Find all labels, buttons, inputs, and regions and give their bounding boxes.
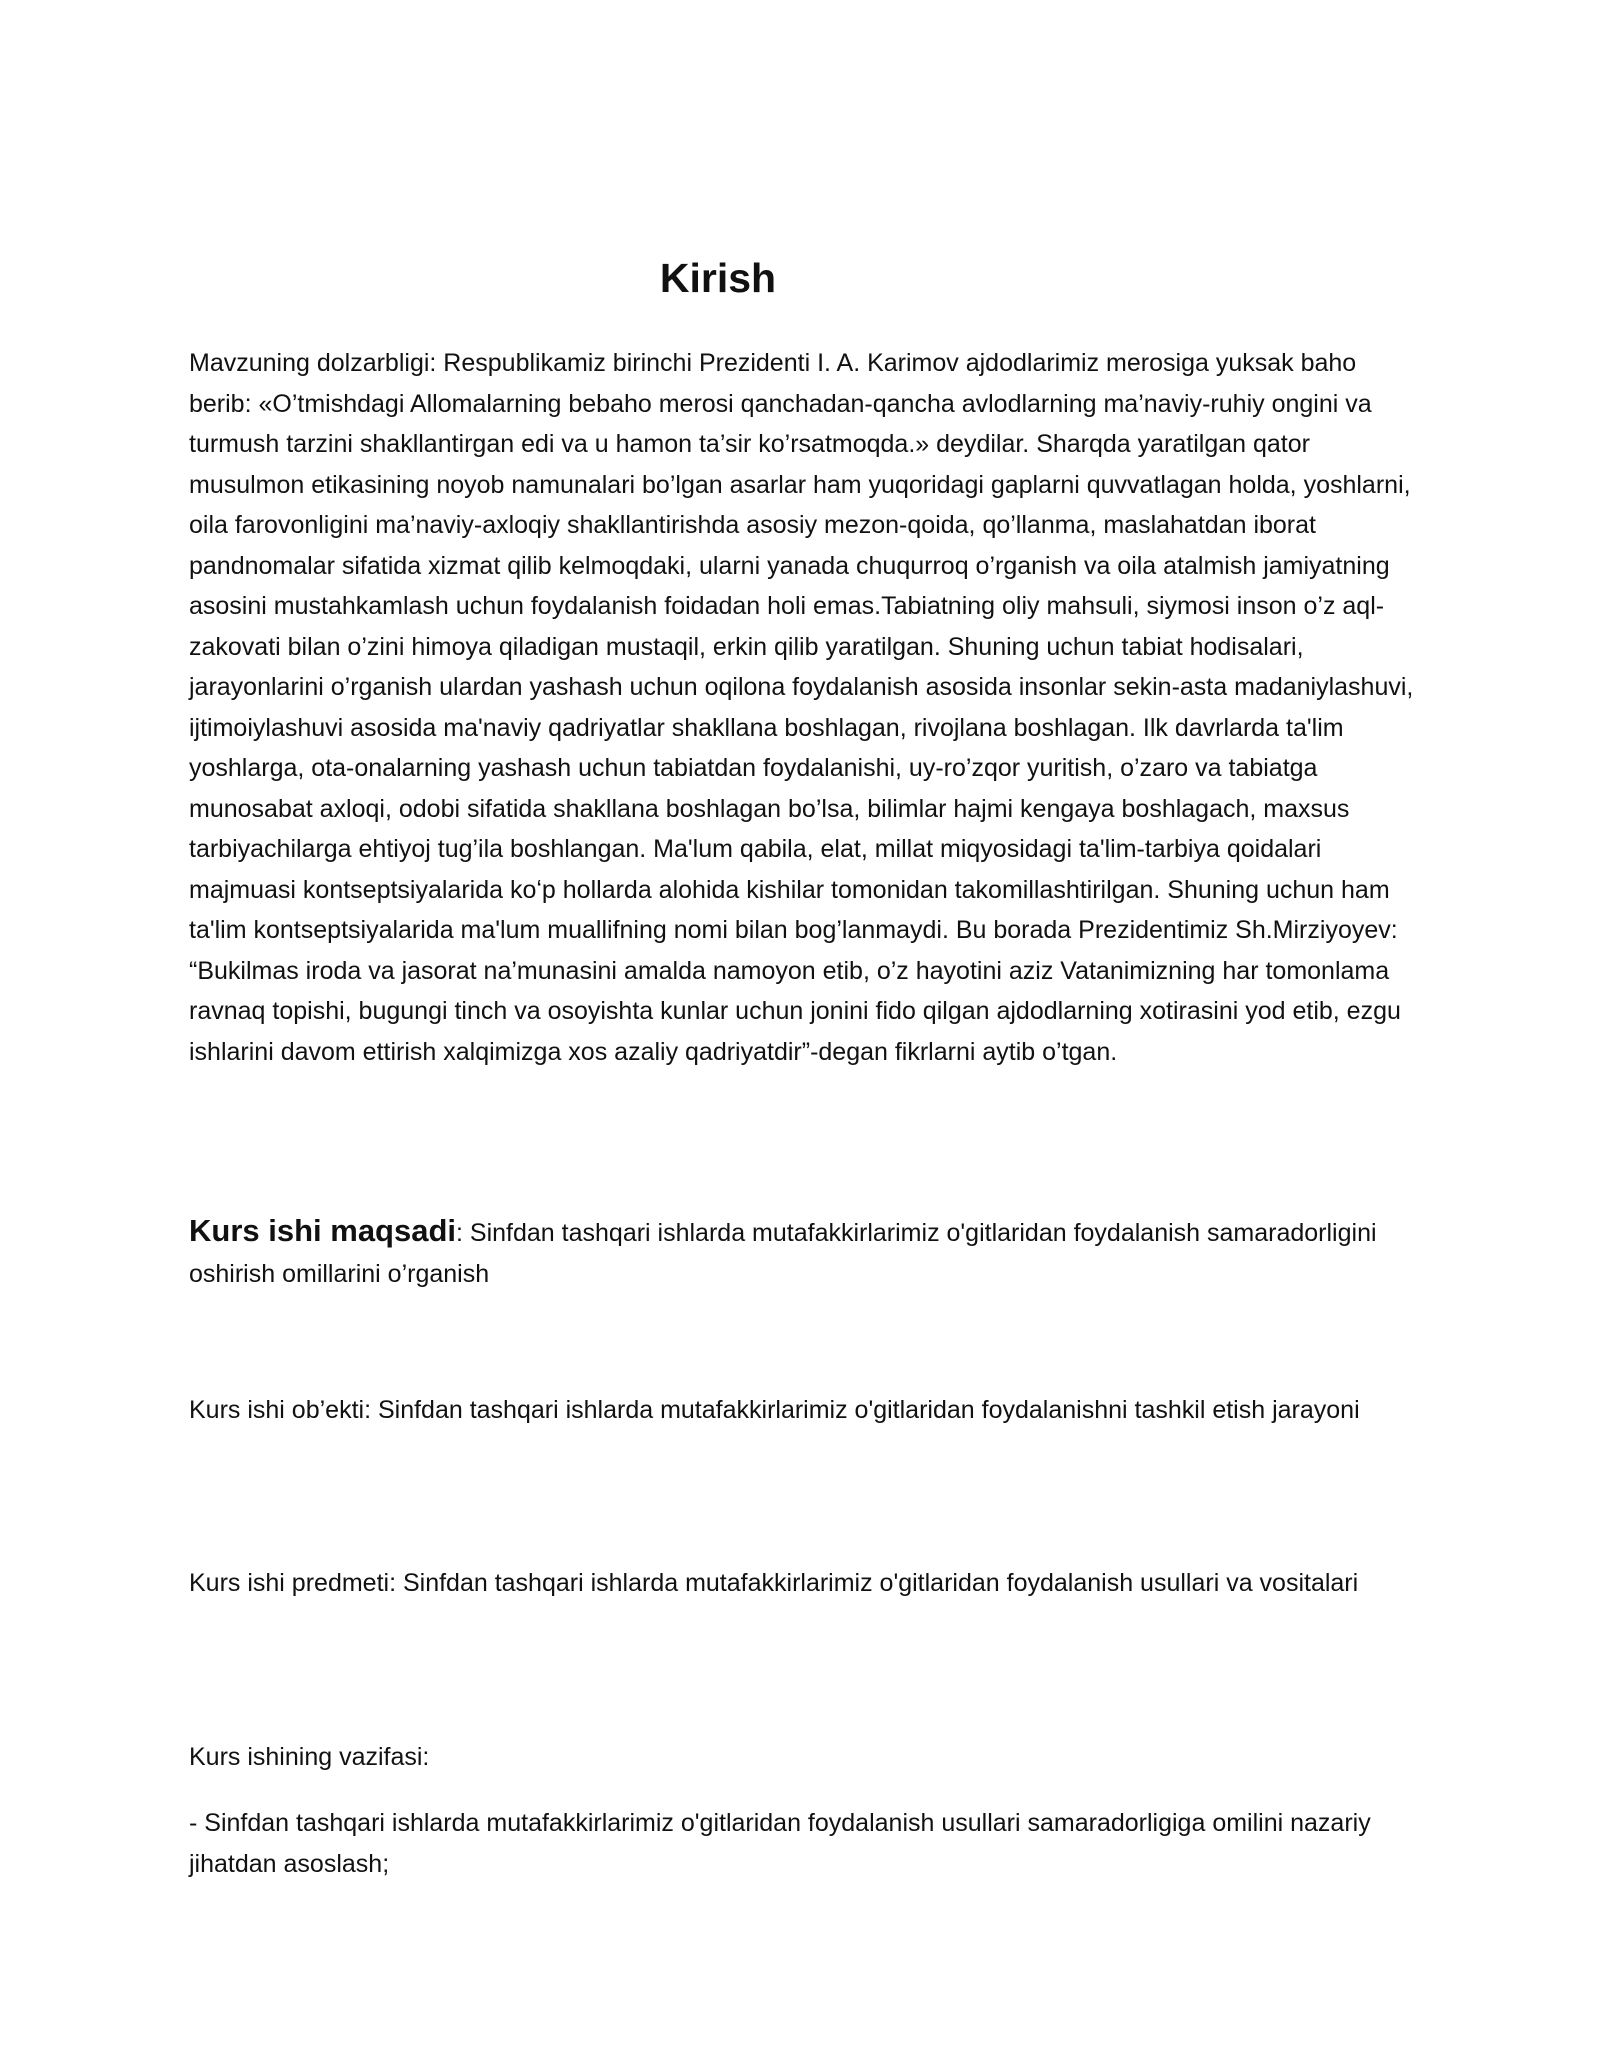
goal-label: Kurs ishi maqsadi — [189, 1213, 457, 1248]
object-paragraph: Kurs ishi ob’ekti: Sinfdan tashqari ishlarda mutafakkirlarimiz o'gitlaridan foydalanishni tashkil etish jarayoni — [189, 1396, 1360, 1424]
goal-paragraph — [189, 1211, 1419, 1294]
subject-paragraph: Kurs ishi predmeti: Sinfdan tashqari ishlarda mutafakkirlarimiz o'gitlaridan foydalanish usullari va vositalari — [189, 1569, 1359, 1597]
goal-text: : Sinfdan tashqari ishlarda mutafakkirlarimiz o'gitlaridan foydalanish samaradorligini oshirish omillarini o’rganish — [189, 1219, 1377, 1288]
intro-paragraph: Mavzuning dolzarbligi: Respublikamiz birinchi Prezidenti I. A. Karimov ajdodlarimiz merosiga yuksak baho berib: «O’tmishdagi Allomalarning bebaho merosi qanchadan-qancha avlodlarning ma’naviy-ruhiy ongini va turmush tarzini shakllantirgan edi va u hamon ta’sir ko’rsatmoqda.» deydilar. Sharqda yaratilgan qator musulmon etikasining noyob namunalari bo’lgan asarlar ham yuqoridagi gaplarni quvvatlagan holda, yoshlarni, oila farovonligini ma’naviy-axloqiy shakllantirishda asosiy mezon-qoida, qo’llanma, maslahatdan iborat pandnomalar sifatida xizmat qilib kelmoqdaki, ularni yanada chuqurroq o’rganish va oila atalmish jamiyatning asosini mustahkamlash uchun foydalanish foidadan holi emas.Tabiatning oliy mahsuli, siymosi inson o’z aql-zakovati bilan o’zini himoya qiladigan mustaqil, erkin qilib yaratilgan. Shuning uchun tabiat hodisalari, jarayonlarini o’rganish ulardan yashash uchun oqilona foydalanish asosida insonlar sekin-asta madaniylashuvi, ijtimoiylashuvi asosida ma'naviy qadriyatlar shakllana boshlagan, rivojlana boshlagan. Ilk davrlarda ta'lim yoshlarga, ota-onalarning yashash uchun tabiatdan foydalanishi, uy-ro’zqor yuritish, o’zaro va tabiatga munosabat axloqi, odobi sifatida shakllana boshlagan bo’lsa, bilimlar hajmi kengaya boshlagach, maxsus tarbiyachilarga ehtiyoj tug’ila boshlangan. Ma'lum qabila, elat, millat miqyosidagi ta'lim-tarbiya qoidalari majmuasi kontseptsiyalarida koʻp hollarda alohida kishilar tomonidan takomillashtirilgan. Shuning uchun ham ta'lim kontseptsiyalarida ma'lum muallifning nomi bilan bog’lanmaydi. Bu borada Prezidentimiz Sh.Mirziyoyev: “Bukilmas iroda va jasorat na’munasini amalda namoyon etib, o’z hayotini aziz Vatanimizning har tomonlama ravnaq topishi, bugungi tinch va osoyishta kunlar uchun jonini fido qilgan ajdodlarning xotirasini yod etib, ezgu ishlarini davom ettirish xalqimizga xos azaliy qadriyatdir”-degan fikrlarni aytib o’tgan. — [189, 349, 1414, 1066]
page-title: Kirish — [659, 255, 777, 301]
task-item: - Sinfdan tashqari ishlarda mutafakkirlarimiz o'gitlaridan foydalanish usullari samaradorligiga omilini nazariy jihatdan asoslash; — [189, 1809, 1371, 1878]
tasks-heading: Kurs ishining vazifasi: — [189, 1743, 430, 1771]
